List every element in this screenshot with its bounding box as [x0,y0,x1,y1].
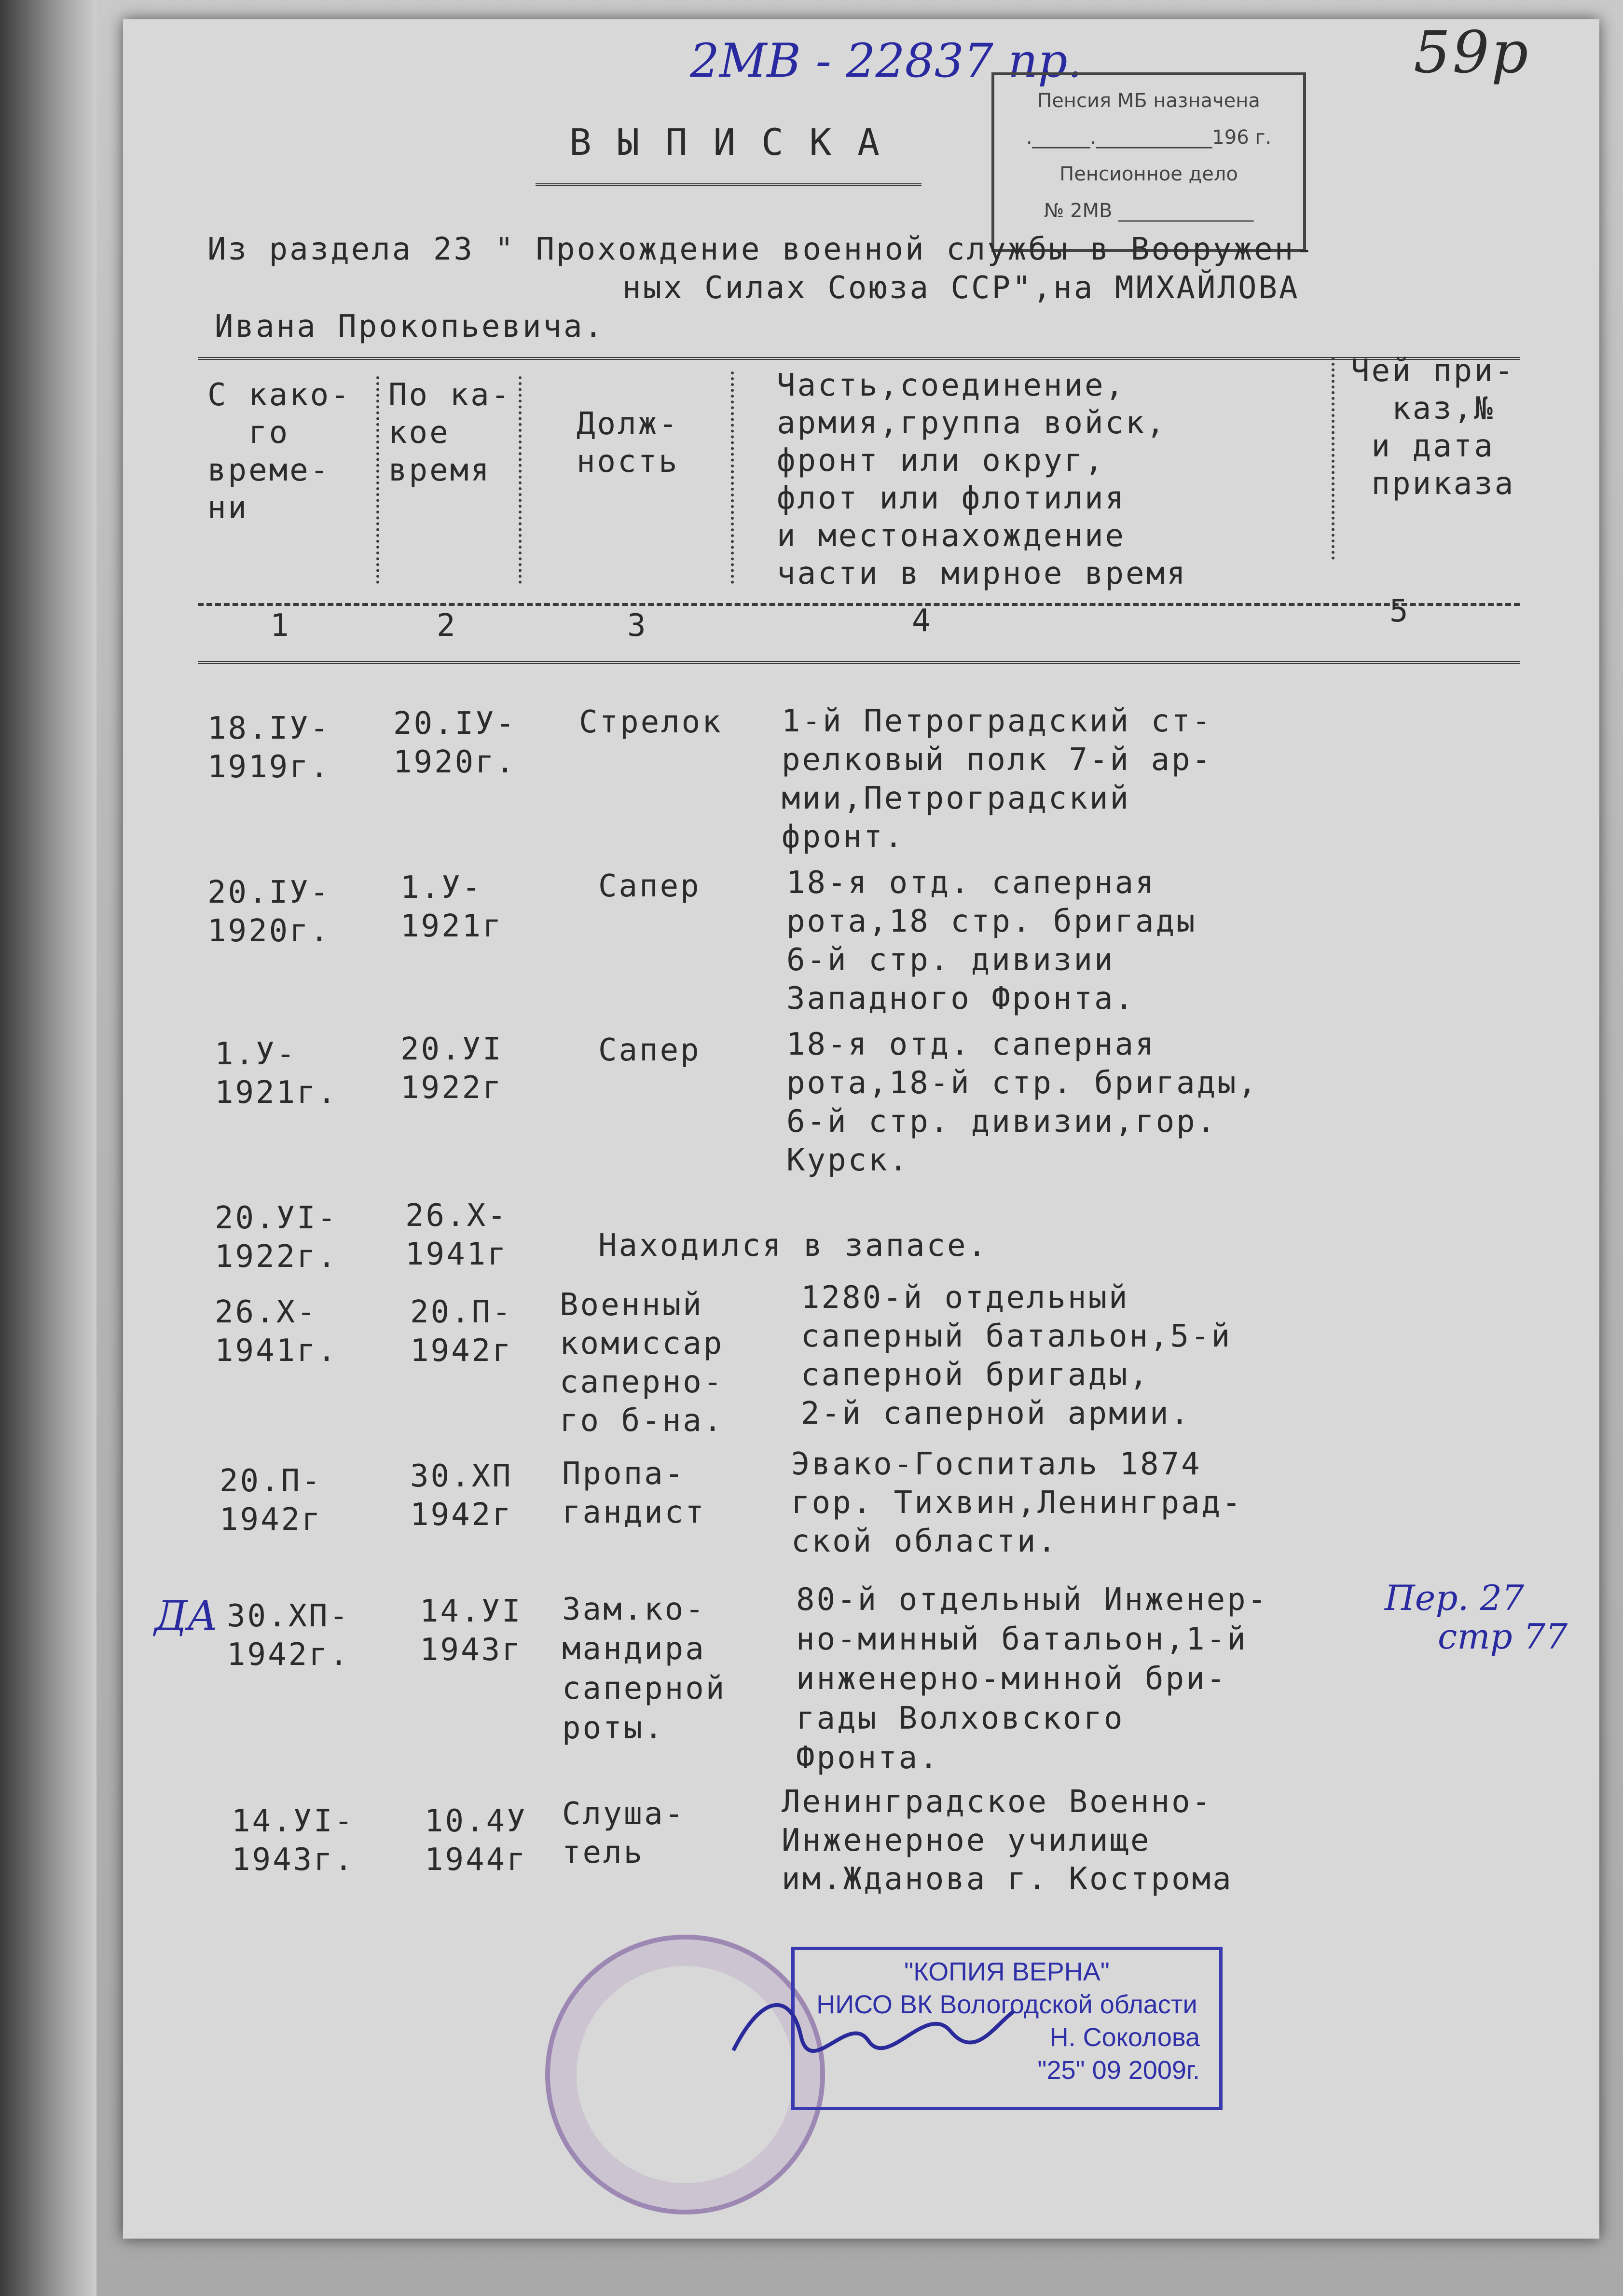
row-8-position: Слуша- тель [562,1796,686,1870]
col-header-unit: Часть,соединение, армия,группа войск, фронт или округ, флот или флотилия и местонахождение части в мирное время [777,368,1187,591]
intro-line-2: ных Силах Союза ССР",на МИХАЙЛОВА [622,270,1300,306]
col-header-to: По ка- кое время [388,377,512,488]
archive-number: 2МВ - 22837 пр. [690,34,1083,88]
intro-line-1: Из раздела 23 " Прохождение военной службы в Вооружен- [207,232,1316,267]
col-header-position: Долж- ность [577,406,679,480]
col-number-1: 1 [270,608,291,644]
cert-line-3: Н. Соколова [1049,2023,1200,2052]
signature-mark [724,1983,1023,2079]
scan-left-edge [0,0,96,2296]
row-2-position: Сапер [598,868,701,904]
col-number-3: 3 [627,608,648,644]
row-6-to: 30.ХП 1942г [410,1458,513,1533]
document-title: В Ы П И С К А [569,121,881,164]
row-3-from: 1.У- 1921г. [215,1036,338,1111]
header-bottom-rule [198,661,1520,664]
row-8-unit: Ленинградское Военно- Инженерное училище им.Жданова г. Кострома [782,1784,1233,1897]
title-underline [536,183,922,186]
row-3-position: Сапер [598,1032,701,1068]
cert-line-1: "КОПИЯ ВЕРНА" [904,1957,1110,1986]
cert-date: "25" 09 2009г. [1037,2056,1200,2085]
row-4-unit: Находился в запасе. [598,1228,989,1264]
row-6-position: Пропа- гандист [562,1456,706,1530]
row-7-unit: 80-й отдельный Инженер- но-минный батальон,1-й инженерно-минной бри- гады Волховского Фронта. [796,1582,1268,1776]
row-4-to: 26.Х- 1941г [405,1198,508,1272]
row-5-from: 26.Х- 1941г. [215,1294,338,1369]
stamp-line-4: № 2МВ ______________ [1044,200,1254,222]
row-5-to: 20.П- 1942г [410,1294,513,1369]
col-divider-1 [376,376,379,584]
row-2-unit: 18-я отд. саперная рота,18 стр. бригады 6-й стр. дивизии Западного Фронта. [786,865,1197,1017]
row-7-to: 14.УI 1943г [420,1594,523,1668]
page-number: 59р [1414,19,1530,86]
col-number-4: 4 [912,603,933,639]
row-8-to: 10.4У 1944г [425,1803,527,1878]
row-2-from: 20.IУ- 1920г. [207,875,331,949]
row-5-unit: 1280-й отдельный саперный батальон,5-й саперной бригады, 2-й саперной армии. [801,1280,1232,1431]
col-header-from: С како- го време- ни [207,377,351,526]
stamp-line-1: Пенсия МБ назначена [1037,90,1260,112]
row-7-from: 30.ХП- 1942г. [227,1598,350,1673]
margin-note-right-1: Пер. 27 [1385,1578,1524,1618]
header-mid-rule [198,603,1520,606]
stamp-line-2: .______.____________196 г. [1026,126,1272,149]
margin-note-right-2: стр 77 [1438,1616,1568,1657]
row-2-to: 1.У- 1921г [400,870,503,944]
intro-line-3: Ивана Прокопьевича. [215,309,605,344]
margin-note-left: ДА [154,1592,218,1639]
col-number-2: 2 [437,608,457,644]
col-number-5: 5 [1389,593,1410,629]
row-1-position: Стрелок [579,704,723,740]
cert-line-2: НИСО ВК Вологодской области [816,1990,1197,2019]
row-1-to: 20.IУ- 1920г. [393,706,517,780]
col-header-order: Чей при- каз,№ и дата приказа [1351,353,1515,502]
col-divider-4 [1332,357,1334,560]
row-6-unit: Эвако-Госпиталь 1874 гор. Тихвин,Ленинград- ской области. [791,1446,1243,1559]
row-5-position: Военный комиссар саперно- го б-на. [560,1287,724,1439]
col-divider-2 [519,376,522,584]
stamp-line-3: Пенсионное дело [1059,163,1238,185]
row-8-from: 14.УI- 1943г. [232,1803,355,1878]
row-3-to: 20.УI 1922г [400,1031,503,1106]
row-4-from: 20.УI- 1922г. [215,1200,338,1275]
row-3-unit: 18-я отд. саперная рота,18-й стр. бригады, 6-й стр. дивизии,гор. Курск. [786,1027,1259,1178]
row-1-unit: 1-й Петроградский ст- релковый полк 7-й ар- мии,Петроградский фронт. [782,703,1213,855]
pension-stamp [991,72,1306,252]
col-divider-3 [731,371,734,584]
row-6-from: 20.П- 1942г [220,1463,322,1538]
row-1-from: 18.IУ- 1919г. [207,711,331,785]
row-7-position: Зам.ко- мандира саперной роты. [562,1592,727,1746]
header-top-rule [198,357,1520,360]
